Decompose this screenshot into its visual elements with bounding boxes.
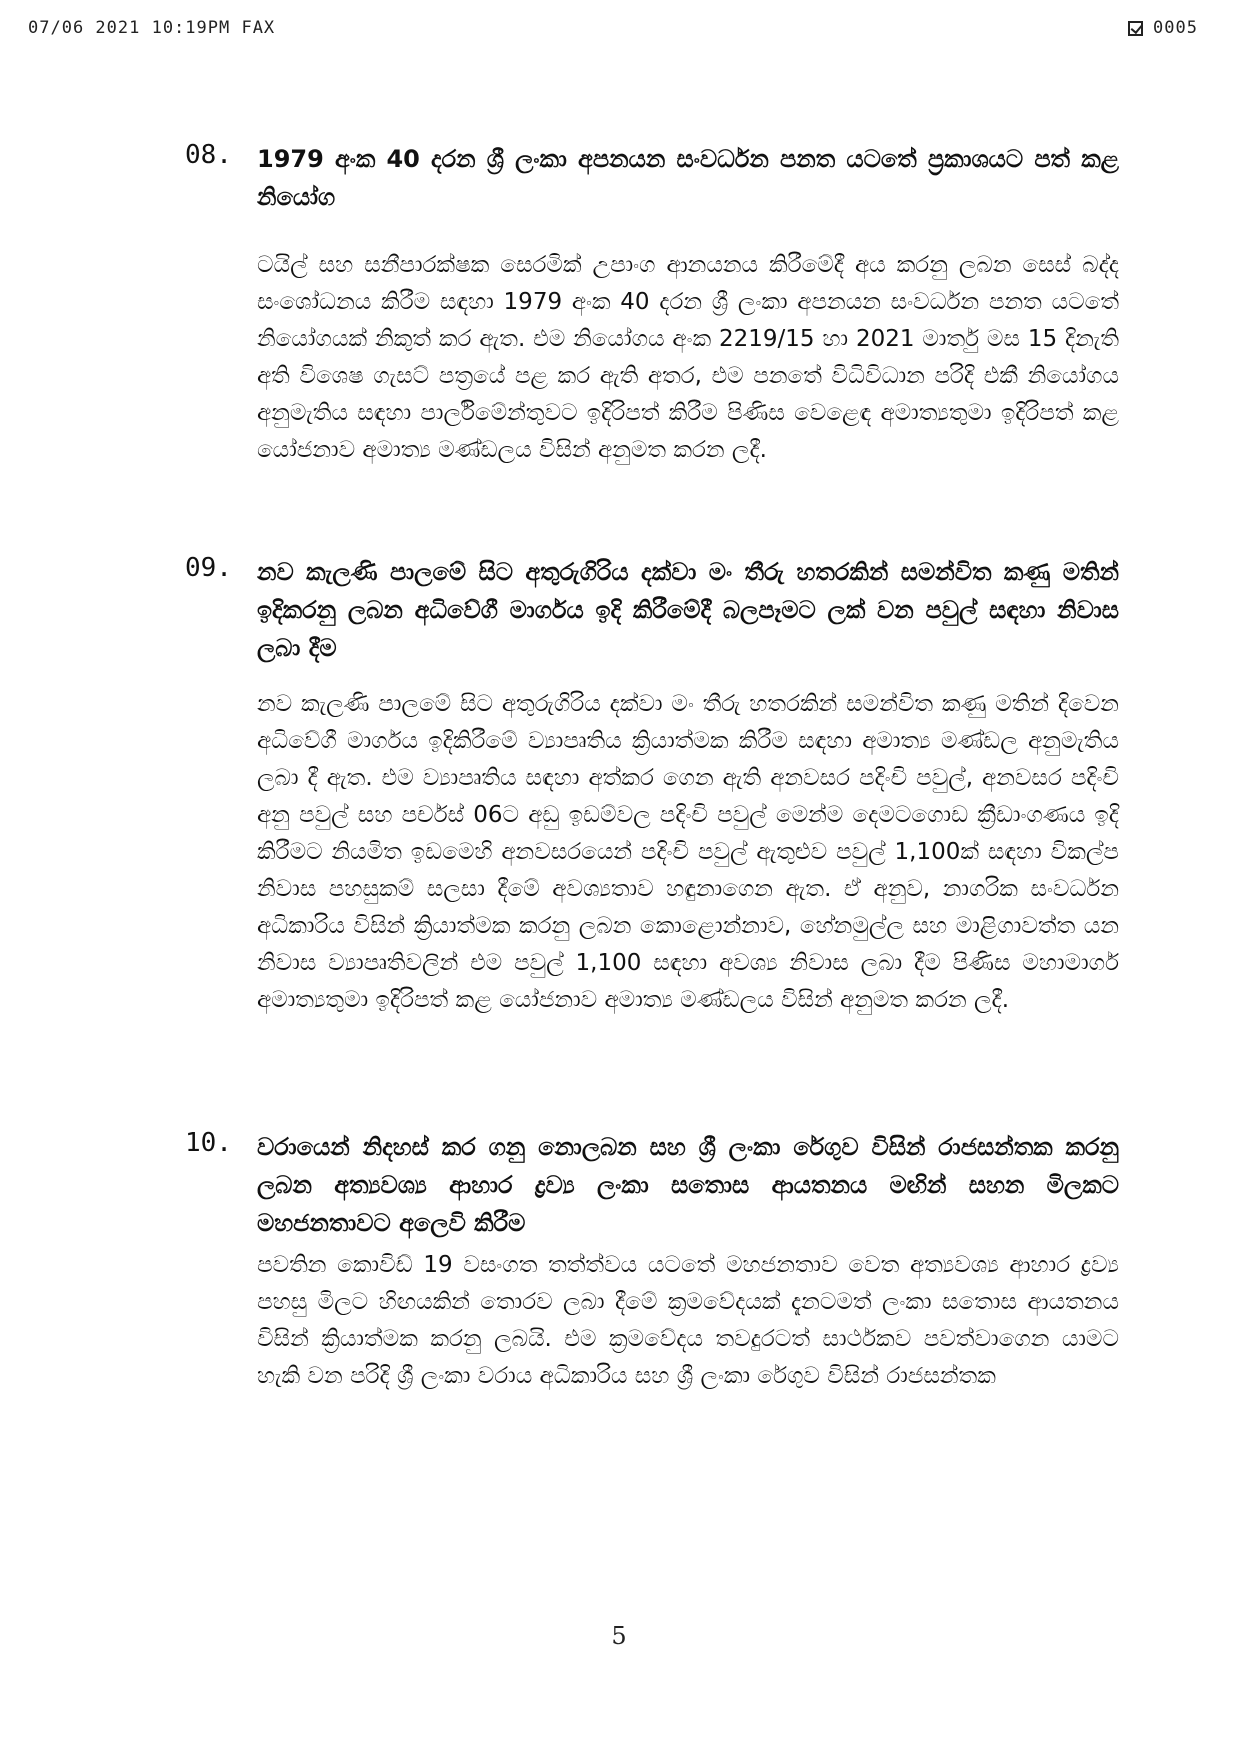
section-number: 09. (185, 553, 232, 583)
section-number: 08. (185, 140, 232, 170)
section-body: ටයිල් සහ සනීපාරක්ෂක සෙරමික් උපාංග ආනයනය කිරීමේදී අය කරනු ලබන සෙස් බද්ද සංශෝධනය කිරීම සඳහා 1979 අංක 40 දරන ශ්‍රී ලංකා අපනයන සංවර්ධන පනත යටතේ නියෝගයක් නිකුත් කර ඇත. එම නියෝගය අංක 2219/15 හා 2021 මාර්තු මස 15 දිනැති අති විශෙෂ ගැසට් පත්‍රයේ පළ කර ඇති අතර, එම පනතේ විධිවිධාන පරිදි එකී නියෝගය අනුමැතිය සඳහා පාර්ලිමේන්තුවට ඉදිරිපත් කිරීම පිණිස වෙළෙඳ අමාත්‍යතුමා ඉදිරිපත් කළ යෝජනාව අමාත්‍ය මණ්ඩලය විසින් අනුමත කරන ලදී. (257, 252, 1119, 463)
section-title: 1979 අංක 40 දරන ශ්‍රී ලංකා අපනයන සංවර්ධන පනත යටතේ ප්‍රකාශයට පත් කළ නියෝග (257, 145, 1119, 211)
page-number: 5 (611, 1622, 627, 1650)
fax-datetime: 07/06 2021 10:19PM FAX (28, 18, 276, 38)
section-title: වරායෙන් නිදහස් කර ගනු නොලබන සහ ශ්‍රී ලංකා රේගුව විසින් රාජසන්තක කරනු ලබන අත්‍යවශ්‍ය ආහාර ද්‍රව්‍ය ලංකා සතොස ආයතනය මඟින් සහන මිලකට මහජනතාවට අලෙවි කිරීම (257, 1133, 1119, 1237)
section-body: පවතින කොවිඩ් 19 වසංගත තත්ත්වය යටතේ මහජනතාව වෙත අත්‍යවශ්‍ය ආහාර ද්‍රව්‍ය පහසු මිලට හිඟයකින් තොරව ලබා දීමේ ක්‍රමවේදයක් දැනටමත් ලංකා සතොස ආයතනය විසින් ක්‍රියාත්මක කරනු ලබයි. එම ක්‍රමවේදය තවදුරටත් සාර්ථකව පවත්වාගෙන යාමට හැකි වන පරිදි ශ්‍රී ලංකා වරාය අධිකාරිය සහ ශ්‍රී ලංකා රේගුව විසින් රාජසන්තක (257, 1252, 1119, 1389)
fax-header (28, 18, 1198, 40)
fax-page-code: 0005 (1153, 18, 1198, 38)
section-number: 10. (185, 1128, 232, 1158)
check-box-icon (1128, 21, 1143, 36)
fax-page-code-group (1128, 18, 1198, 38)
section-body: නව කැලණි පාලමේ සිට අතුරුගිරිය දක්වා මං තීරු හතරකින් සමන්විත කණු මතින් දිවෙන අධිවේගී මාර්ගය ඉදිකිරීමේ ව්‍යාපෘතිය ක්‍රියාත්මක කිරීම සඳහා අමාත්‍ය මණ්ඩල අනුමැතිය ලබා දී ඇත. එම ව්‍යාපෘතිය සඳහා අත්කර ගෙන ඇති අනවසර පදිංචි පවුල්, අනවසර පදිංචි අනු පවුල් සහ පර්චස් 06ට අඩු ඉඩම්වල පදිංචි පවුල් මෙන්ම දෙමටගොඩ ක්‍රීඩාංගණය ඉදි කිරීමට නියමිත ඉඩමෙහි අනවසරයෙන් පදිංචි පවුල් ඇතුළුව පවුල් 1,100ක් සඳහා විකල්ප නිවාස පහසුකම් සලසා දීමේ අවශ්‍යතාව හඳුනාගෙන ඇත. ඒ අනුව, නාගරික සංවර්ධන අධිකාරිය විසින් ක්‍රියාත්මක කරනු ලබන කොළොන්නාව, හේනමුල්ල සහ මාළිගාවත්ත යන නිවාස ව්‍යාපෘතිවලින් එම පවුල් 1,100 සඳහා අවශ්‍ය නිවාස ලබා දීම පිණිස මහාමාර්ග අමාත්‍යතුමා ඉදිරිපත් කළ යෝජනාව අමාත්‍ය මණ්ඩලය විසින් අනුමත කරන ලදී. (257, 691, 1119, 1013)
section-title: නව කැලණි පාලමේ සිට අතුරුගිරිය දක්වා මං තීරු හතරකින් සමන්විත කණු මතින් ඉදිකරනු ලබන අධිවේගී මාර්ගය ඉදි කිරීමේදී බලපෑමට ලක් වන පවුල් සඳහා නිවාස ලබා දීම (257, 558, 1119, 662)
